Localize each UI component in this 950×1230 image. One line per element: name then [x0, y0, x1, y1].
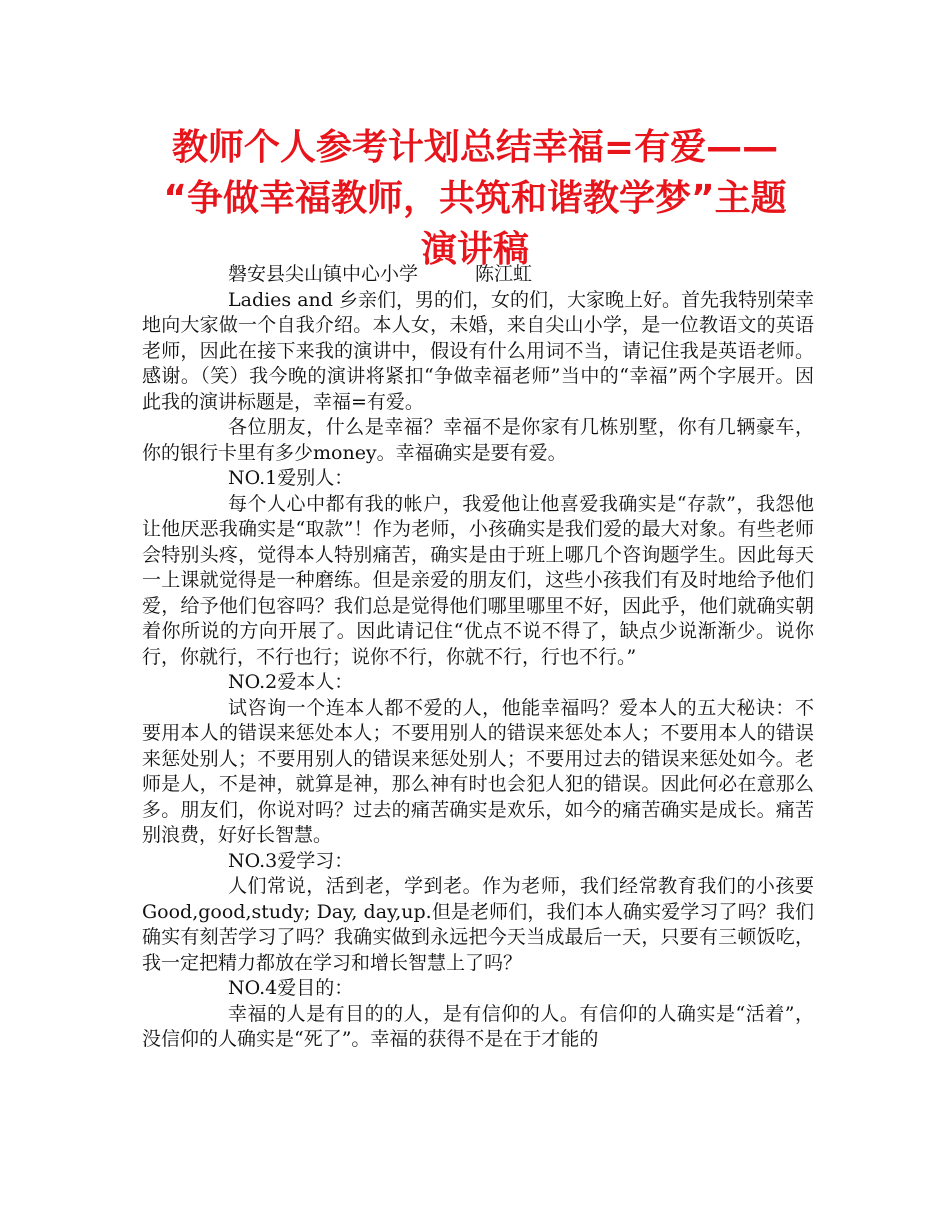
section-heading-1: NO.1爱别人： [228, 467, 354, 489]
section-heading-4: NO.4爱目的： [228, 977, 354, 999]
document-body [142, 262, 814, 1053]
paragraph-intro: Ladies and 乡亲们，男的们，女的们，大家晚上好。首先我特别荣幸地向大家做一个自我介绍。本人女，未婚，来自尖山小学，是一位教语文的英语老师，因此在接下来我的演讲中，假设有什么用词不当，请记住我是英语老师。感谢。（笑）我今晚的演讲将紧扣“争做幸福老师”当中的“幸福”两个字展开。因此我的演讲标题是，幸福=有爱。 [142, 288, 814, 413]
title-line-2: “争做幸福教师，共筑和谐教学梦”主题 [163, 178, 787, 219]
author-line: 磐安县尖山镇中心小学 陈江虹 [228, 263, 533, 285]
paragraph-love-others: 每个人心中都有我的帐户，我爱他让他喜爱我确实是“存款”，我怨他让他厌恶我确实是“取款”！作为老师，小孩确实是我们爱的最大对象。有些老师会特别头疼，觉得本人特别痛苦，确实是由于班上哪几个咨询题学生。因此每天一上课就觉得是一种磨练。但是亲爱的朋友们，这些小孩我们有及时地给予他们爱，给予他们包容吗？我们总是觉得他们哪里哪里不好，因此乎，他们就确实朝着你所说的方向开展了。因此请记住“优点不说不得了，缺点少说渐渐少。说你行，你就行，不行也行；说你不行，你就不行，行也不行。” [142, 492, 814, 668]
paragraph-happiness: 各位朋友，什么是幸福？幸福不是你家有几栋别墅，你有几辆豪车，你的银行卡里有多少money。幸福确实是要有爱。 [142, 416, 814, 464]
paragraph-love-self: 试咨询一个连本人都不爱的人，他能幸福吗？爱本人的五大秘诀：不要用本人的错误来惩处本人；不要用别人的错误来惩处本人；不要用本人的错误来惩处别人；不要用别人的错误来惩处别人；不要用过去的错误来惩处如今。老师是人，不是神，就算是神，那么神有时也会犯人犯的错误。因此何必在意那么多。朋友们，你说对吗？过去的痛苦确实是欢乐，如今的痛苦确实是成长。痛苦别浪费，好好长智慧。 [142, 696, 814, 846]
title-line-1: 教师个人参考计划总结幸福=有爱—— [171, 127, 779, 168]
section-heading-2: NO.2爱本人： [228, 671, 354, 693]
paragraph-love-goal: 幸福的人是有目的的人，是有信仰的人。有信仰的人确实是“活着”，没信仰的人确实是“死了”。幸福的获得不是在于才能的 [142, 1002, 814, 1050]
section-heading-3: NO.3爱学习： [228, 849, 354, 872]
title-line-3: 演讲稿 [420, 229, 529, 270]
document-title [130, 122, 820, 275]
paragraph-love-learning: 人们常说，活到老，学到老。作为老师，我们经常教育我们的小孩要Good,good,study; Day, day,up.但是老师们，我们本人确实爱学习了吗？我们确实有刻苦学习了吗？我确实做到永远把今天当成最后一天，只要有三顿饭吃，我一定把精力都放在学习和增长智慧上了吗？ [142, 875, 814, 974]
